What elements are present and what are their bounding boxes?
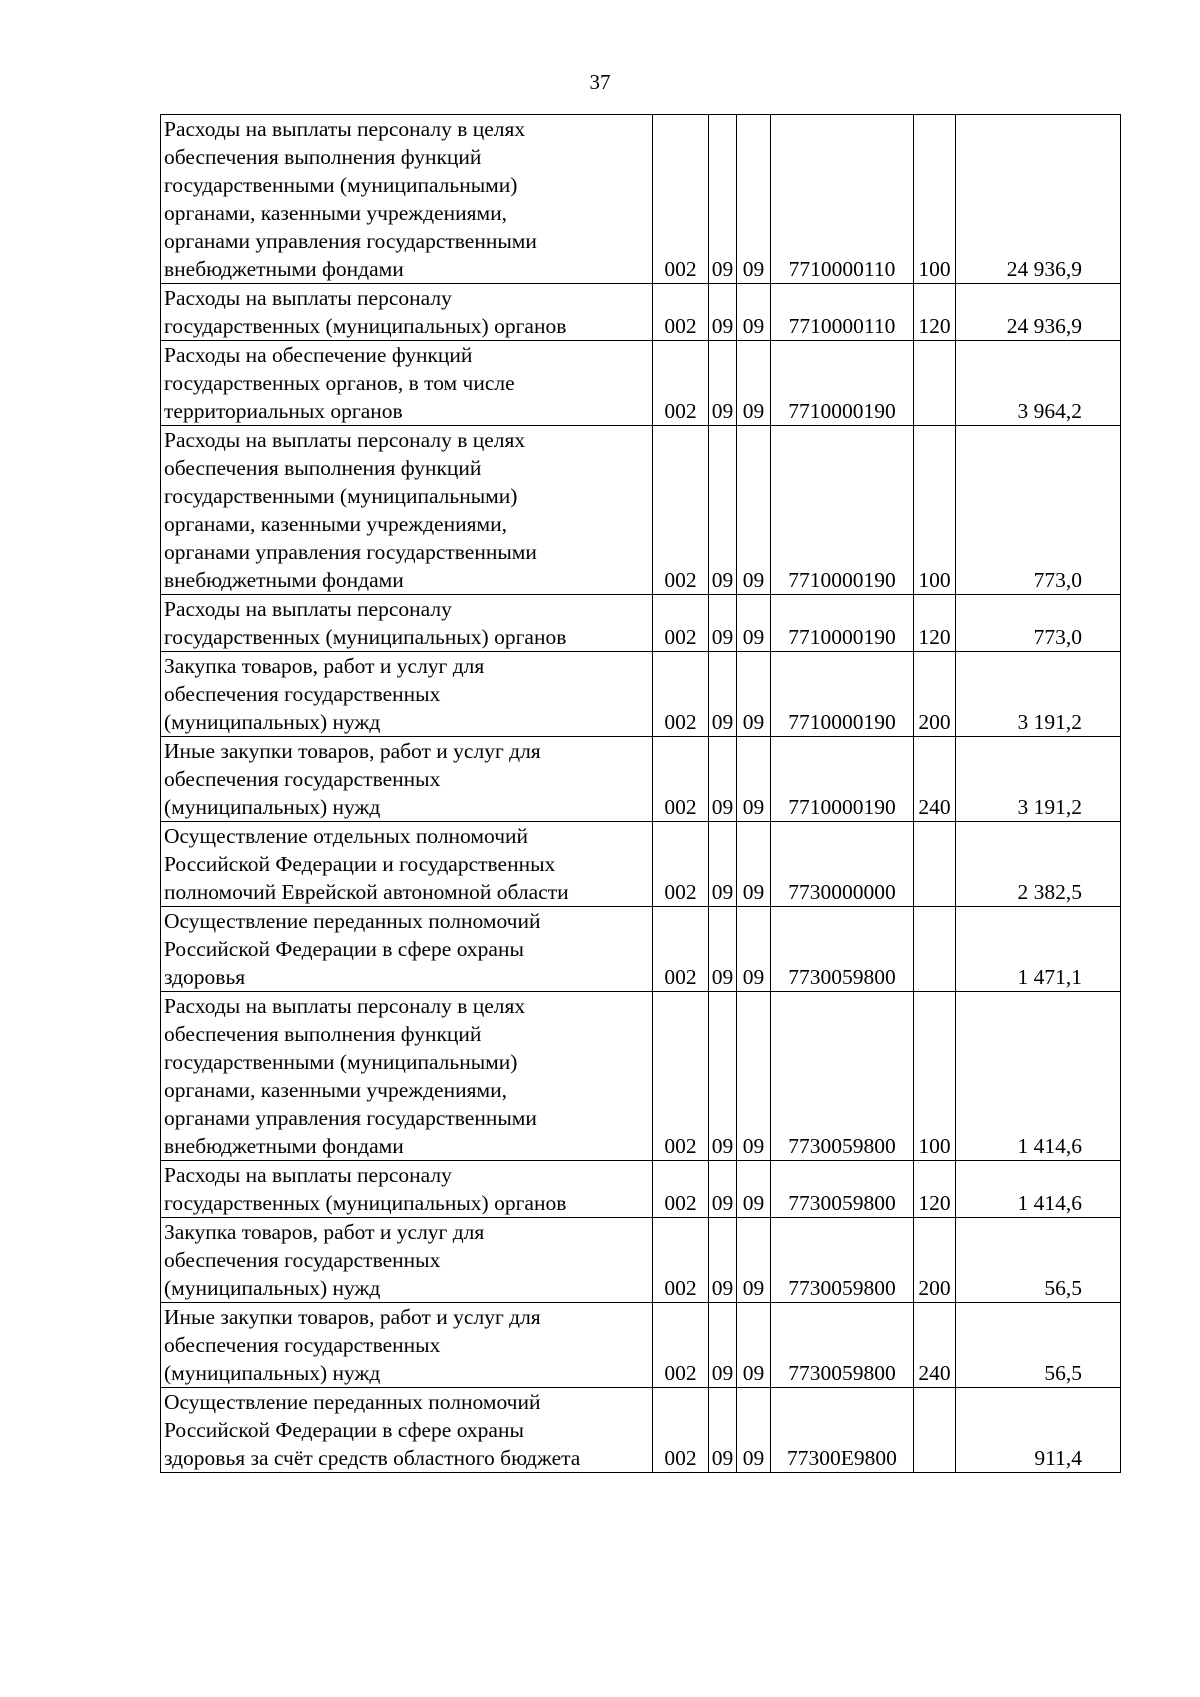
expense-type-code-cell: 240 — [914, 1303, 956, 1388]
section-code-cell: 09 — [709, 341, 737, 426]
subsection-code-cell: 09 — [737, 284, 771, 341]
expense-name-line: обеспечения государственных — [164, 682, 441, 706]
section-code-cell: 09 — [709, 1388, 737, 1473]
table-row — [161, 737, 1121, 822]
expense-name-line: обеспечения государственных — [164, 1333, 441, 1357]
table-row — [161, 1218, 1121, 1303]
subsection-code-cell: 09 — [737, 1161, 771, 1218]
target-article-code-cell: 7710000190 — [771, 426, 914, 595]
target-article-code-cell: 7710000110 — [771, 115, 914, 284]
subsection-code-cell: 09 — [737, 1303, 771, 1388]
page-number: 37 — [589, 70, 611, 94]
target-article-code-cell: 7710000190 — [771, 737, 914, 822]
target-article-code-cell: 77300E9800 — [771, 1388, 914, 1473]
target-article-code-cell: 7730000000 — [771, 822, 914, 907]
table-row — [161, 595, 1121, 652]
amount-cell: 1 471,1 — [956, 907, 1121, 992]
amount-cell: 3 191,2 — [956, 737, 1121, 822]
expense-type-code-cell: 120 — [914, 284, 956, 341]
expense-name-line: Расходы на выплаты персоналу в целях — [164, 994, 526, 1018]
section-code-cell: 09 — [709, 652, 737, 737]
expense-name-line: государственными (муниципальными) — [164, 484, 518, 508]
section-code-cell: 09 — [709, 822, 737, 907]
subsection-code-cell: 09 — [737, 115, 771, 284]
ministry-code-cell: 002 — [653, 822, 709, 907]
subsection-code-cell: 09 — [737, 426, 771, 595]
expense-type-code-cell: 200 — [914, 652, 956, 737]
target-article-code-cell: 7730059800 — [771, 907, 914, 992]
expense-name-line: территориальных органов — [164, 399, 403, 423]
amount-cell: 56,5 — [956, 1218, 1121, 1303]
expense-name-line: Осуществление отдельных полномочий — [164, 824, 529, 848]
ministry-code-cell: 002 — [653, 595, 709, 652]
expense-name-line: Иные закупки товаров, работ и услуг для — [164, 1305, 541, 1329]
subsection-code-cell: 09 — [737, 595, 771, 652]
subsection-code-cell: 09 — [737, 341, 771, 426]
section-code-cell: 09 — [709, 284, 737, 341]
amount-cell: 773,0 — [956, 595, 1121, 652]
expense-name-line: полномочий Еврейской автономной области — [164, 880, 569, 904]
amount-cell: 911,4 — [956, 1388, 1121, 1473]
target-article-code-cell: 7710000190 — [771, 595, 914, 652]
expense-name-line: (муниципальных) нужд — [164, 795, 381, 819]
expense-type-code-cell: 100 — [914, 115, 956, 284]
expense-type-code-cell: 200 — [914, 1218, 956, 1303]
target-article-code-cell: 7730059800 — [771, 992, 914, 1161]
target-article-code-cell: 7710000190 — [771, 341, 914, 426]
expense-name-line: Иные закупки товаров, работ и услуг для — [164, 739, 541, 763]
expense-name-line: государственных (муниципальных) органов — [164, 625, 567, 649]
expense-name-cell — [161, 1218, 653, 1303]
table-row — [161, 426, 1121, 595]
expense-name-line: обеспечения выполнения функций — [164, 145, 482, 169]
expense-name-line: государственных (муниципальных) органов — [164, 314, 567, 338]
ministry-code-cell: 002 — [653, 341, 709, 426]
target-article-code-cell: 7730059800 — [771, 1303, 914, 1388]
section-code-cell: 09 — [709, 737, 737, 822]
section-code-cell: 09 — [709, 426, 737, 595]
expense-name-line: внебюджетными фондами — [164, 257, 404, 281]
expense-name-cell — [161, 822, 653, 907]
expense-name-cell — [161, 1303, 653, 1388]
expense-name-line: обеспечения выполнения функций — [164, 1022, 482, 1046]
subsection-code-cell: 09 — [737, 992, 771, 1161]
expense-name-line: Закупка товаров, работ и услуг для — [164, 654, 485, 678]
section-code-cell: 09 — [709, 1218, 737, 1303]
expense-name-cell — [161, 652, 653, 737]
section-code-cell: 09 — [709, 992, 737, 1161]
expense-name-line: Расходы на выплаты персоналу в целях — [164, 117, 526, 141]
expense-name-line: (муниципальных) нужд — [164, 710, 381, 734]
expense-name-line: государственных органов, в том числе — [164, 371, 515, 395]
expense-name-line: органами управления государственными — [164, 1106, 537, 1130]
target-article-code-cell: 7730059800 — [771, 1161, 914, 1218]
expense-type-code-cell — [914, 907, 956, 992]
expense-name-line: внебюджетными фондами — [164, 568, 404, 592]
expense-name-line: здоровья за счёт средств областного бюджета — [164, 1446, 581, 1470]
expense-name-line: Российской Федерации в сфере охраны — [164, 937, 524, 961]
table-row — [161, 822, 1121, 907]
ministry-code-cell: 002 — [653, 284, 709, 341]
expense-name-line: органами, казенными учреждениями, — [164, 201, 507, 225]
ministry-code-cell: 002 — [653, 737, 709, 822]
expense-type-code-cell: 120 — [914, 595, 956, 652]
expense-name-cell — [161, 1161, 653, 1218]
expense-name-line: внебюджетными фондами — [164, 1134, 404, 1158]
ministry-code-cell: 002 — [653, 992, 709, 1161]
expense-name-line: здоровья — [164, 965, 246, 989]
expense-name-line: (муниципальных) нужд — [164, 1276, 381, 1300]
expense-name-line: обеспечения государственных — [164, 1248, 441, 1272]
amount-cell: 1 414,6 — [956, 1161, 1121, 1218]
section-code-cell: 09 — [709, 1303, 737, 1388]
subsection-code-cell: 09 — [737, 1218, 771, 1303]
expense-type-code-cell: 240 — [914, 737, 956, 822]
budget-table — [160, 114, 1121, 1473]
expense-name-line: Расходы на выплаты персоналу в целях — [164, 428, 526, 452]
amount-cell: 3 191,2 — [956, 652, 1121, 737]
amount-cell: 56,5 — [956, 1303, 1121, 1388]
expense-name-line: Осуществление переданных полномочий — [164, 1390, 541, 1414]
expense-type-code-cell: 100 — [914, 992, 956, 1161]
expense-name-cell — [161, 737, 653, 822]
ministry-code-cell: 002 — [653, 1388, 709, 1473]
subsection-code-cell: 09 — [737, 652, 771, 737]
table-row — [161, 1388, 1121, 1473]
expense-name-line: Расходы на выплаты персоналу — [164, 1163, 452, 1187]
expense-name-line: Осуществление переданных полномочий — [164, 909, 541, 933]
expense-name-cell — [161, 595, 653, 652]
expense-name-cell — [161, 341, 653, 426]
target-article-code-cell: 7710000110 — [771, 284, 914, 341]
expense-name-line: Российской Федерации в сфере охраны — [164, 1418, 524, 1442]
expense-type-code-cell: 100 — [914, 426, 956, 595]
amount-cell: 1 414,6 — [956, 992, 1121, 1161]
table-row — [161, 992, 1121, 1161]
subsection-code-cell: 09 — [737, 907, 771, 992]
target-article-code-cell: 7710000190 — [771, 652, 914, 737]
section-code-cell: 09 — [709, 595, 737, 652]
ministry-code-cell: 002 — [653, 907, 709, 992]
subsection-code-cell: 09 — [737, 1388, 771, 1473]
ministry-code-cell: 002 — [653, 426, 709, 595]
expense-name-cell — [161, 1388, 653, 1473]
expense-type-code-cell — [914, 822, 956, 907]
expense-name-line: государственными (муниципальными) — [164, 1050, 518, 1074]
section-code-cell: 09 — [709, 115, 737, 284]
expense-type-code-cell: 120 — [914, 1161, 956, 1218]
budget-table-body — [161, 115, 1121, 1473]
ministry-code-cell: 002 — [653, 1218, 709, 1303]
table-row — [161, 907, 1121, 992]
section-code-cell: 09 — [709, 907, 737, 992]
ministry-code-cell: 002 — [653, 1303, 709, 1388]
expense-name-line: (муниципальных) нужд — [164, 1361, 381, 1385]
expense-name-cell — [161, 115, 653, 284]
table-row — [161, 1303, 1121, 1388]
section-code-cell: 09 — [709, 1161, 737, 1218]
expense-name-line: Закупка товаров, работ и услуг для — [164, 1220, 485, 1244]
expense-name-line: государственных (муниципальных) органов — [164, 1191, 567, 1215]
expense-name-line: органами, казенными учреждениями, — [164, 1078, 507, 1102]
table-row — [161, 1161, 1121, 1218]
expense-type-code-cell — [914, 1388, 956, 1473]
amount-cell: 2 382,5 — [956, 822, 1121, 907]
expense-name-line: органами, казенными учреждениями, — [164, 512, 507, 536]
expense-name-line: Расходы на обеспечение функций — [164, 343, 473, 367]
ministry-code-cell: 002 — [653, 115, 709, 284]
expense-name-cell — [161, 426, 653, 595]
expense-name-line: Расходы на выплаты персоналу — [164, 597, 452, 621]
amount-cell: 773,0 — [956, 426, 1121, 595]
table-row — [161, 652, 1121, 737]
table-row — [161, 341, 1121, 426]
expense-name-cell — [161, 907, 653, 992]
ministry-code-cell: 002 — [653, 652, 709, 737]
amount-cell: 3 964,2 — [956, 341, 1121, 426]
subsection-code-cell: 09 — [737, 737, 771, 822]
target-article-code-cell: 7730059800 — [771, 1218, 914, 1303]
expense-name-line: государственными (муниципальными) — [164, 173, 518, 197]
expense-name-line: Расходы на выплаты персоналу — [164, 286, 452, 310]
expense-name-cell — [161, 284, 653, 341]
subsection-code-cell: 09 — [737, 822, 771, 907]
ministry-code-cell: 002 — [653, 1161, 709, 1218]
expense-name-line: Российской Федерации и государственных — [164, 852, 556, 876]
expense-name-line: органами управления государственными — [164, 540, 537, 564]
table-row — [161, 115, 1121, 284]
amount-cell: 24 936,9 — [956, 284, 1121, 341]
expense-name-line: обеспечения выполнения функций — [164, 456, 482, 480]
amount-cell: 24 936,9 — [956, 115, 1121, 284]
table-row — [161, 284, 1121, 341]
expense-type-code-cell — [914, 341, 956, 426]
expense-name-line: органами управления государственными — [164, 229, 537, 253]
expense-name-line: обеспечения государственных — [164, 767, 441, 791]
expense-name-cell — [161, 992, 653, 1161]
